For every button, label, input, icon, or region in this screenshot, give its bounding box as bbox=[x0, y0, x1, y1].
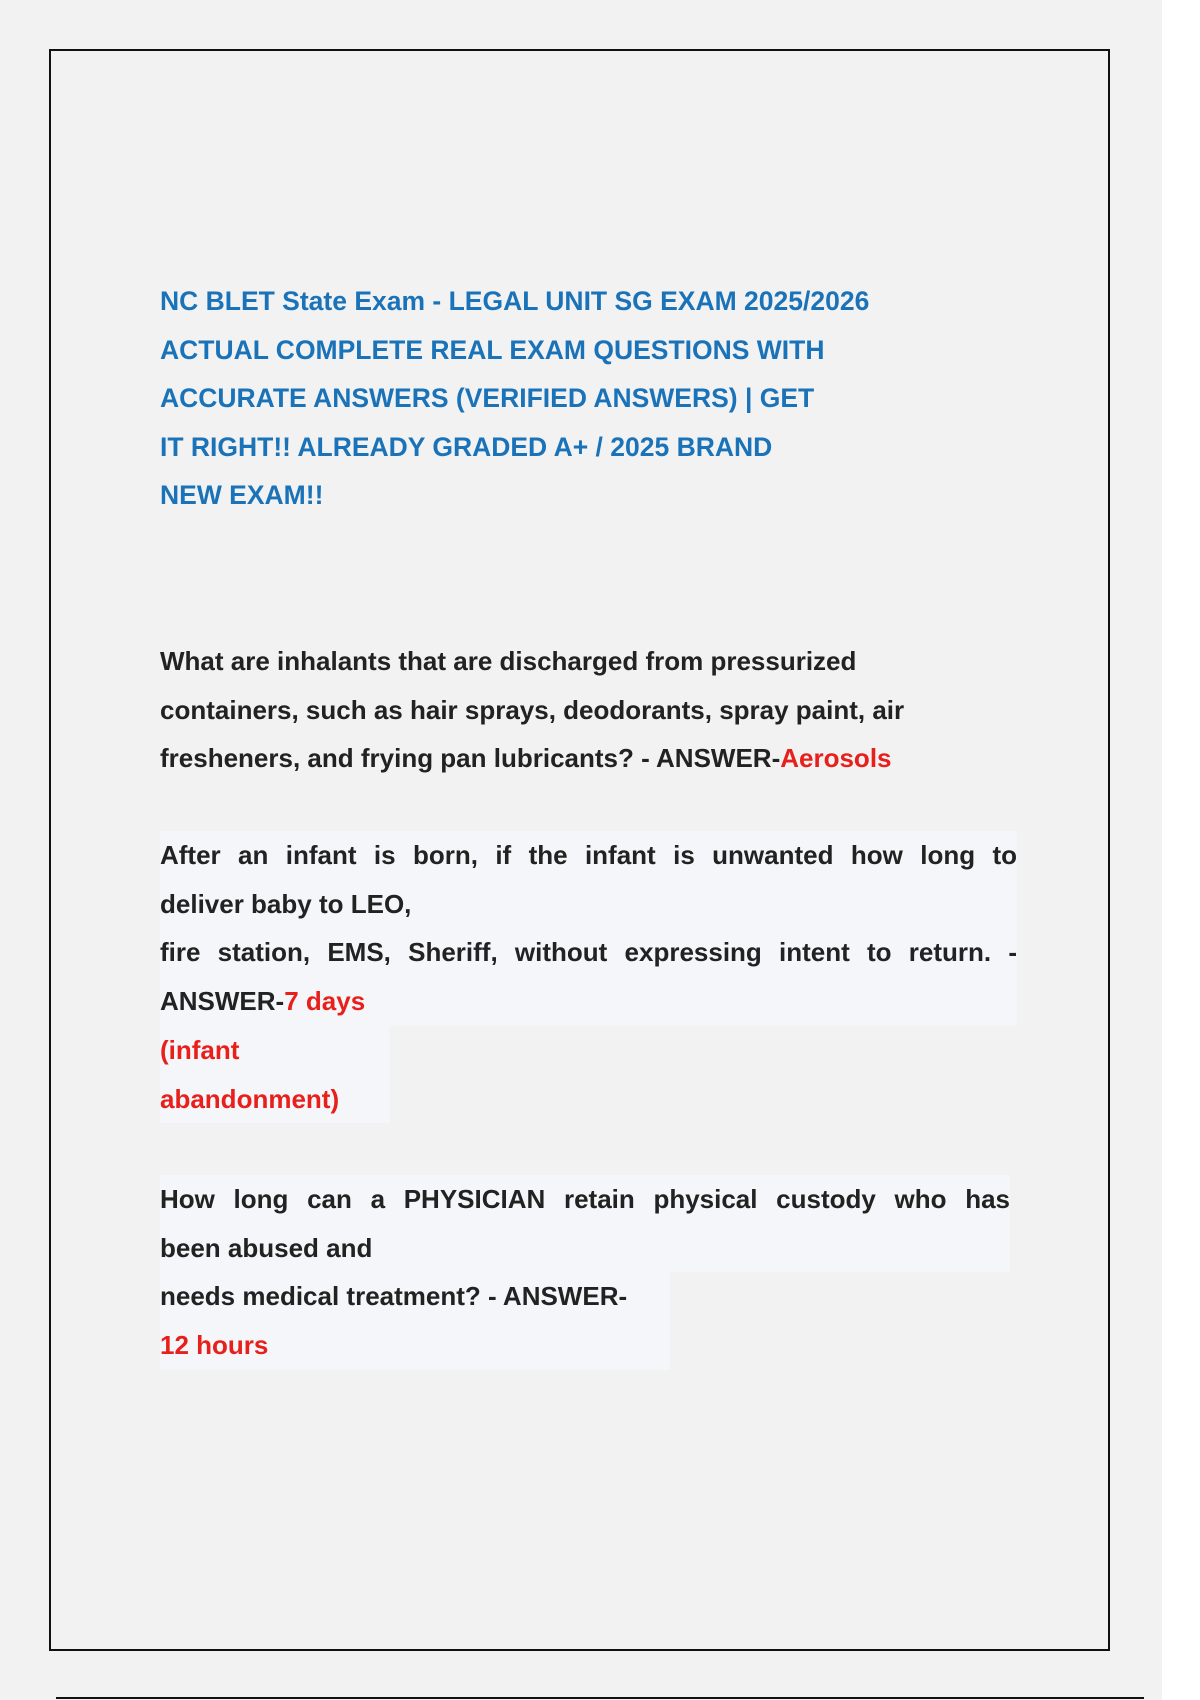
answer-text: 12 hours bbox=[160, 1330, 269, 1361]
title-line: NC BLET State Exam - LEGAL UNIT SG EXAM 2025/2026 bbox=[160, 286, 870, 316]
answer-highlight bbox=[160, 1272, 670, 1369]
question-text-line: been abused and bbox=[160, 1232, 373, 1263]
document-page bbox=[49, 49, 1110, 1651]
question-answer-line bbox=[160, 977, 1017, 1026]
question-text-line: How long can a PHYSICIAN retain physical custody who has bbox=[160, 1184, 1010, 1214]
question-text-line: fire station, EMS, Sheriff, without expressing intent to return. - bbox=[160, 937, 1017, 968]
answer-highlight bbox=[160, 1026, 390, 1123]
question-block-1 bbox=[160, 637, 960, 783]
question-text-line: What are inhalants that are discharged from pressurized bbox=[160, 646, 857, 676]
question-text-line: needs medical treatment? - ANSWER- bbox=[160, 1281, 628, 1312]
title-line: NEW EXAM!! bbox=[160, 480, 324, 511]
answer-text: abandonment) bbox=[160, 1083, 340, 1114]
question-text-line: After an infant is born, if the infant is unwanted how long to bbox=[160, 840, 1017, 870]
question-block-2 bbox=[160, 831, 1017, 1123]
question-text-line: deliver baby to LEO, bbox=[160, 888, 412, 919]
question-text-line: fresheners, and frying pan lubricants? - ANSWER- bbox=[160, 743, 781, 774]
question-block-3 bbox=[160, 1175, 1010, 1370]
document-title bbox=[160, 277, 980, 520]
question-text-line: ANSWER- bbox=[160, 986, 285, 1017]
title-line: ACTUAL COMPLETE REAL EXAM QUESTIONS WITH bbox=[160, 334, 825, 365]
answer-text: Aerosols bbox=[780, 743, 892, 774]
question-highlight bbox=[160, 831, 1017, 1026]
title-line: ACCURATE ANSWERS (VERIFIED ANSWERS) | GET bbox=[160, 383, 815, 414]
question-highlight bbox=[160, 1175, 1010, 1272]
answer-text: 7 days bbox=[284, 986, 366, 1017]
answer-text: (infant bbox=[160, 1034, 240, 1065]
title-line: IT RIGHT!! ALREADY GRADED A+ / 2025 BRAND bbox=[160, 431, 773, 462]
question-text-line: containers, such as hair sprays, deodorants, spray paint, air bbox=[160, 694, 905, 725]
page-divider bbox=[56, 1697, 1144, 1699]
question-answer-line bbox=[160, 734, 960, 783]
